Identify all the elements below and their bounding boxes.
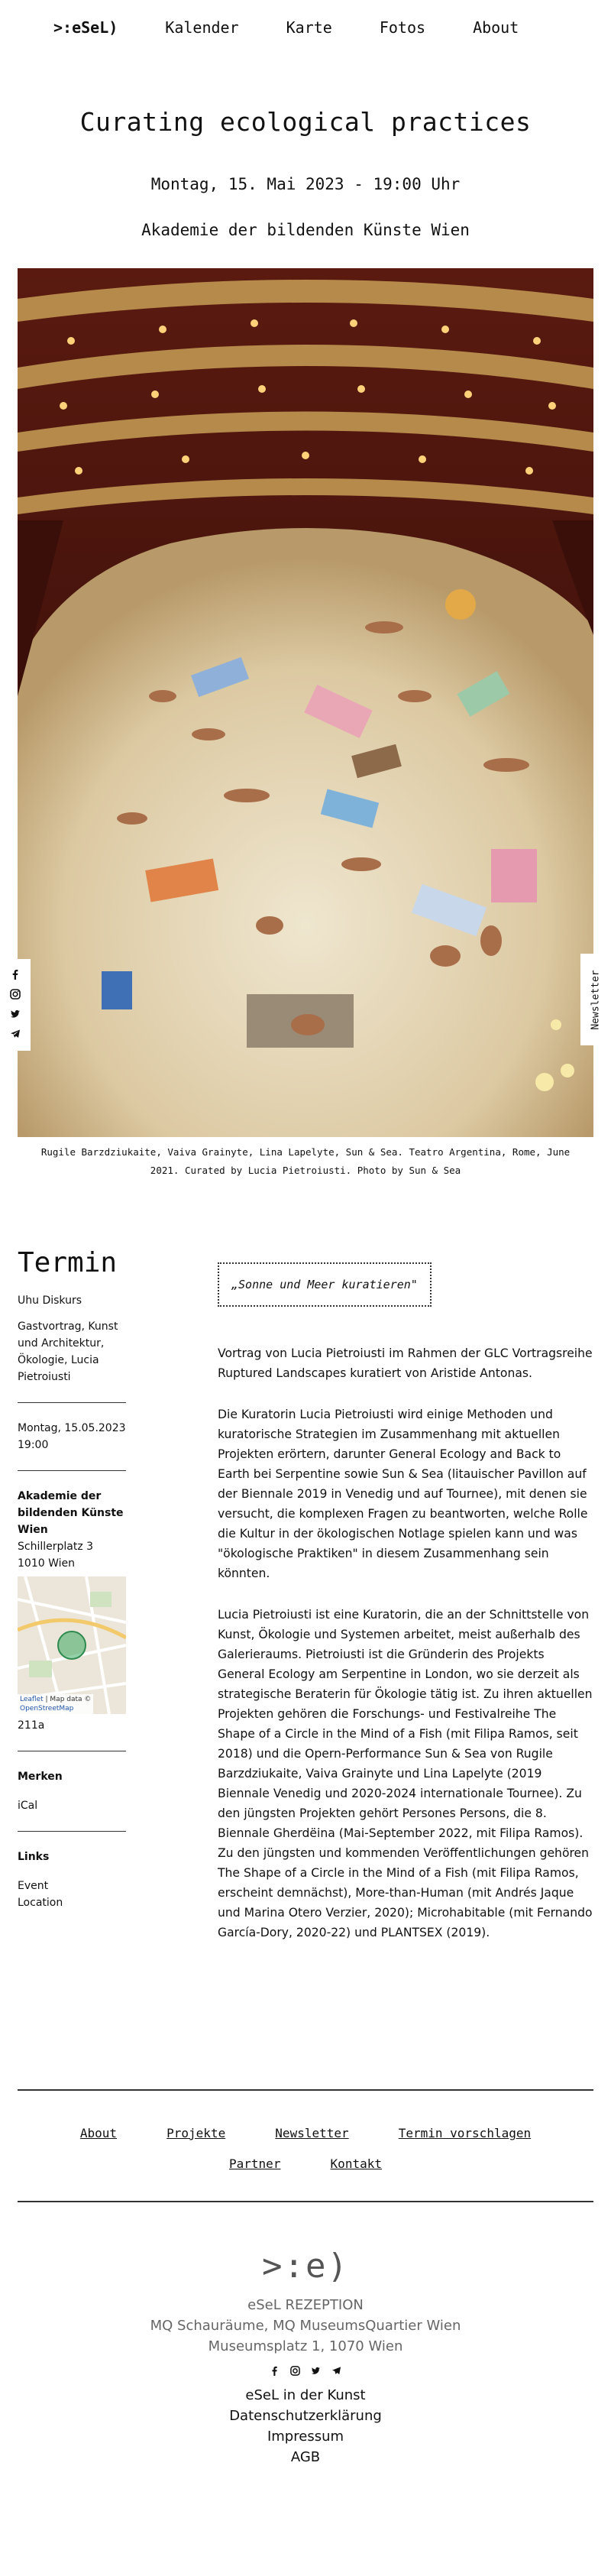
map-credit-sep: | Map data © (43, 1696, 92, 1703)
footer-address-1: MQ Schauräume, MQ MuseumsQuartier Wien (150, 2318, 461, 2334)
merken-heading: Merken (18, 1771, 63, 1783)
nav-item-fotos[interactable]: Fotos (379, 18, 426, 37)
ical-link[interactable]: iCal (18, 1800, 38, 1812)
top-nav (0, 0, 611, 55)
event-title: Curating ecological practices (79, 107, 532, 137)
instagram-icon[interactable] (290, 2364, 300, 2379)
footer-link-agb[interactable]: AGB (290, 2449, 321, 2465)
event-categories[interactable]: Gastvortrag, Kunst und Architektur, Ökologie, Lucia Pietroiusti (18, 1320, 118, 1383)
footer-bottom (0, 2247, 611, 2467)
footer-link-partner[interactable]: Partner (229, 2156, 281, 2171)
twitter-icon[interactable] (10, 1008, 21, 1022)
termin-heading: Termin (18, 1247, 118, 1278)
instagram-icon[interactable] (10, 988, 21, 1003)
event-content (0, 1247, 611, 1943)
location-name[interactable]: Akademie der bildenden Künste Wien (18, 1490, 124, 1536)
location-link[interactable]: Location (18, 1897, 63, 1909)
telegram-icon[interactable] (331, 2364, 341, 2379)
footer-logo[interactable]: >:e) (262, 2247, 349, 2286)
facebook-icon[interactable] (10, 968, 21, 983)
map-tiles (18, 1576, 126, 1714)
event-datetime: Montag, 15. Mai 2023 - 19:00 Uhr (150, 175, 461, 193)
footer-link-esel-in-der-kunst[interactable]: eSeL in der Kunst (245, 2387, 366, 2403)
location-map[interactable] (18, 1576, 126, 1714)
social-share-bar (0, 959, 31, 1051)
article-paragraph-1: Vortrag von Lucia Pietroiusti im Rahmen der GLC Vortragsreihe Ruptured Landscapes kuratiert von Aristide Antonas. (218, 1346, 593, 1380)
event-venue: Akademie der bildenden Künste Wien (141, 221, 470, 239)
address-line-1: Schillerplatz 3 (18, 1541, 94, 1553)
photo-caption: Rugile Barzdziukaite, Vaiva Grainyte, Lina Lapelyte, Sun & Sea. Teatro Argentina, Rome, June 2021. Curated by Lucia Pietroiusti. Photo by Sun & Sea (40, 1146, 571, 1176)
osm-link[interactable]: OpenStreetMap (20, 1705, 74, 1712)
event-photo (18, 268, 593, 1137)
event-sidebar (18, 1247, 126, 1943)
quote-box: „Sonne und Meer kuratieren" (218, 1262, 432, 1307)
telegram-icon[interactable] (10, 1028, 21, 1042)
footer-link-newsletter[interactable]: Newsletter (275, 2126, 349, 2140)
theater-illustration (18, 268, 593, 1137)
nav-item-karte[interactable]: Karte (286, 18, 332, 37)
newsletter-tab-label: Newsletter (590, 969, 602, 1030)
article-paragraph-2: Die Kuratorin Lucia Pietroiusti wird einige Methoden und kuratorische Strategien im Zusammenhang mit aktuellen Projekten erörtern, darunter General Ecology and Back to Earth bei Serpentine sowie Sun & Sea (litauischer Pavillon auf der Biennale 2019 in Venedig und auf Tournee), mit denen sie versucht, die komplexen Fragen zu beantworten, welche Rolle die Kultur in der ökologischen Notlage spielen kann und was "ökologische Praktiken" in diesem Zusammenhang sein könnten. (218, 1408, 588, 1580)
footer-link-impressum[interactable]: Impressum (267, 2429, 344, 2445)
footer-link-kontakt[interactable]: Kontakt (330, 2156, 382, 2171)
footer-rule-top (18, 2089, 593, 2091)
facebook-icon[interactable] (270, 2364, 280, 2379)
divider (18, 1402, 126, 1403)
footer-reception: eSeL REZEPTION (247, 2297, 364, 2313)
event-link[interactable]: Event (18, 1880, 49, 1892)
address-line-2: 1010 Wien (18, 1557, 75, 1570)
article-paragraph-3: Lucia Pietroiusti ist eine Kuratorin, die an der Schnittstelle von Kunst, Ökologie und Systemen arbeitet, meist außerhalb des Galerieraums. Pietroiusti ist die Gründerin des Projekts General Ecology am Serpentine in London, wo sie derzeit als strategische Beraterin für Ökologie tätig ist. Zu ihren aktuellen Projekten gehören die Forschungs- und Festivalreihe The Shape of a Circle in the Mind of a Fish (mit Filipa Ramos, seit 2018) und die Opern-Performance Sun & Sea von Rugile Barzdziukaite, Vaiva Grainyte und Lina Lapelyte (2019 Biennale Venedig und 2020-2024 internationale Tournee). Zu den jüngsten Projekten gehört Persones Persons, die 8. Biennale Gherdëina (Mai-September 2022, mit Filipa Ramos). Zu den jüngsten und kommenden Veröffentlichungen gehören The Shape of a Circle in the Mind of a Fish (mit Filipa Ramos, erscheint demnächst), More-than-Human (mit Andrés Jaque und Marina Otero Verzier, 2020); Microhabitable (mit Fernando García-Dory, 2020-22) und PLANTSEX (2019). (218, 1608, 593, 1939)
transit-line: 211a (18, 1719, 45, 1732)
site-logo[interactable]: >:eSeL) (53, 18, 118, 37)
footer-link-about[interactable]: About (79, 2126, 118, 2140)
nav-item-kalender[interactable]: Kalender (165, 18, 239, 37)
footer-address-2: Museumsplatz 1, 1070 Wien (208, 2338, 403, 2354)
divider (18, 1831, 126, 1832)
footer-social-icons (0, 2364, 611, 2379)
twitter-icon[interactable] (311, 2364, 321, 2379)
divider (18, 1470, 126, 1471)
nav-item-about[interactable]: About (473, 18, 519, 37)
map-credit (18, 1694, 93, 1714)
links-heading: Links (18, 1851, 50, 1863)
footer-links (18, 2118, 593, 2179)
leaflet-link[interactable]: Leaflet (20, 1696, 44, 1703)
footer-link-termin-vorschlagen[interactable]: Termin vorschlagen (398, 2126, 532, 2140)
newsletter-tab[interactable] (580, 954, 611, 1045)
article-body (218, 1247, 593, 1943)
footer-rule-bottom (18, 2201, 593, 2202)
event-author[interactable]: Uhu Diskurs (18, 1294, 82, 1307)
footer-link-projekte[interactable]: Projekte (166, 2126, 226, 2140)
footer-link-datenschutz[interactable]: Datenschutzerklärung (229, 2408, 382, 2424)
event-date: Montag, 15.05.2023 19:00 (18, 1422, 126, 1451)
